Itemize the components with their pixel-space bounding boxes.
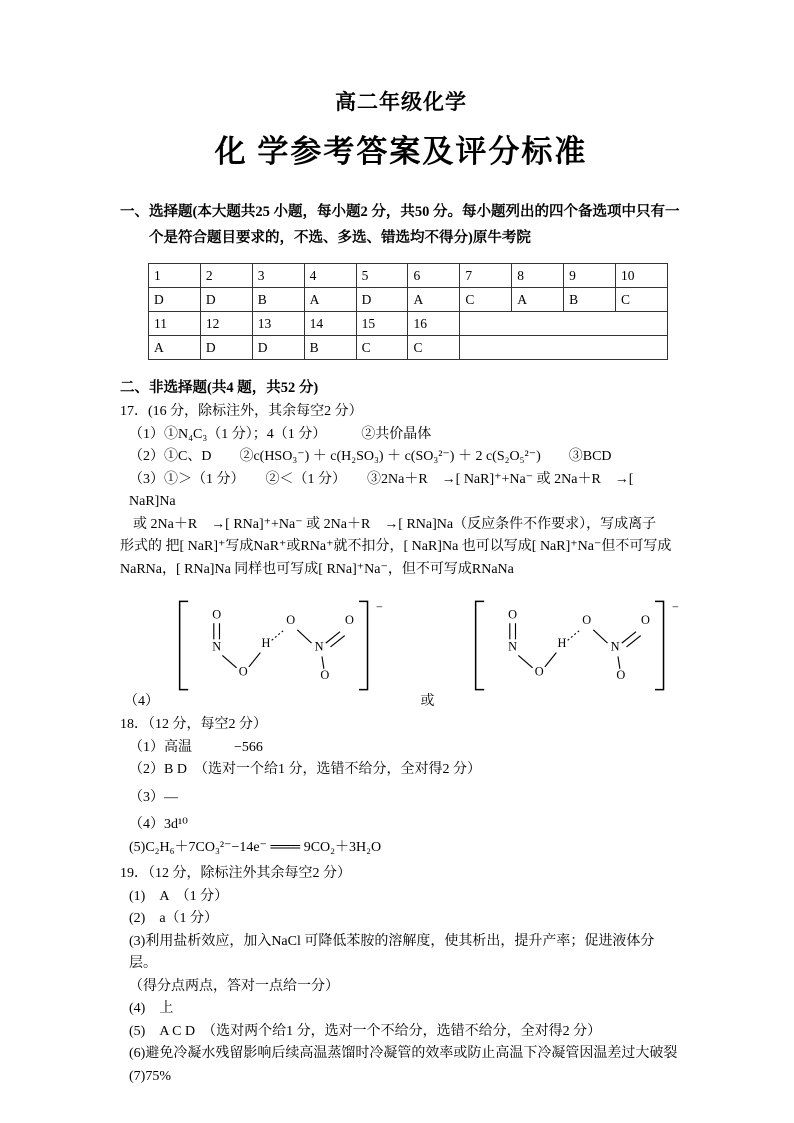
or-label: 或 (420, 694, 435, 710)
q17-line-0: 17．(16 分，除标注外，其余每空2 分） (120, 404, 363, 420)
answer-cell: D (356, 288, 408, 312)
atom-O: O (345, 613, 354, 628)
answer-cell: 6 (408, 264, 460, 288)
answer-cell: B (564, 288, 616, 312)
bond (518, 656, 532, 668)
q18-line-3: （3）— (129, 789, 178, 805)
q17-line-5: 形式的 把[ NaR]⁺写成NaR⁺或RNa⁺就不扣分，[ NaR]Na 也可以写成[ NaR]⁺Na⁻但不可写成 (120, 539, 672, 555)
right-bracket (359, 602, 368, 690)
answer-cell: 1 (149, 264, 201, 288)
q17-line-6: NaRNa，[ RNa]Na 同样也可写成[ RNa]⁺Na⁻，但不可写成RNaNa (120, 561, 514, 577)
atom-H: H (261, 636, 271, 651)
answer-cell: C (616, 288, 668, 312)
atom-H: H (557, 636, 566, 651)
hydrogen-bond (272, 631, 283, 640)
atom-O: O (507, 607, 517, 622)
atom-O: O (320, 668, 330, 683)
atom-O: O (534, 664, 544, 679)
left-bracket (475, 602, 484, 690)
bond (322, 657, 324, 669)
charge-label: − (671, 600, 679, 615)
bond (297, 630, 311, 643)
q19-line-1: (1) A （1 分） (129, 888, 229, 904)
q17-structures (124, 593, 682, 710)
answer-cell: 4 (304, 264, 356, 288)
answer-cell: A (512, 288, 564, 312)
answer-cell: 7 (460, 264, 512, 288)
bond (544, 653, 555, 667)
charge-label: − (376, 600, 384, 615)
answer-cell: 8 (512, 264, 564, 288)
chem-structure-1 (173, 593, 387, 698)
q18-line-4: （4）3d¹⁰ (129, 817, 188, 833)
atom-N: N (507, 639, 517, 654)
answer-cell: 15 (356, 312, 408, 336)
q19-line-8: (7)75% (129, 1068, 171, 1084)
q17-line-2: （2）①C、D ②c(HSO₃⁻) ＋ c(H₂SO₃) ＋ c(SO₃²⁻) ＋ 2 c(S₂O₅²⁻) ③BCD (129, 449, 612, 465)
answer-table (148, 263, 668, 360)
atom-O: O (640, 613, 650, 628)
atom-O: O (212, 607, 222, 622)
q19-line-3: (3)利用盐析效应，加入NaCl 可降低苯胺的溶解度，使其析出，提升产率；促进液体分层。 (129, 933, 655, 972)
q17-line-4: 或 2Na＋R →[ RNa]⁺+Na⁻ 或 2Na＋R →[ RNa]Na（反应条件不作要求），写成离子 (133, 516, 657, 532)
q19-line-5: (4) 上 (129, 1001, 174, 1017)
choice-section-heading: 一、选择题(本大题共25 小题，每小题2 分，共50 分。每小题列出的四个备选项中只有一个是符合题目要求的，不选、多选、错选均不得分)原牛考院 (120, 204, 680, 247)
answer-cell: A (408, 288, 460, 312)
answer-cell: C (408, 336, 460, 360)
question-18 (120, 714, 682, 859)
answer-cell: D (200, 288, 252, 312)
answer-cell: D (149, 288, 201, 312)
answer-cell: 9 (564, 264, 616, 288)
table-row (149, 288, 668, 312)
table-row (149, 312, 668, 336)
question-17 (120, 401, 682, 710)
q19-line-0: 19．（12 分，除标注外其余每空2 分） (120, 866, 351, 882)
bond (222, 656, 236, 668)
q19-line-2: (2) a（1 分） (129, 911, 219, 927)
right-bracket (654, 602, 663, 690)
table-row (149, 336, 668, 360)
atom-N: N (314, 639, 324, 654)
answer-cell: 10 (616, 264, 668, 288)
q19-line-4: （得分点两点，答对一点给一分） (129, 978, 339, 994)
answer-cell: 14 (304, 312, 356, 336)
answer-cell: D (252, 336, 304, 360)
answer-cell: A (304, 288, 356, 312)
atom-O: O (286, 613, 296, 628)
answer-cell: A (149, 336, 201, 360)
answer-cell-empty (460, 336, 668, 360)
q19-line-6: (5) A C D （选对两个给1 分，选对一个不给分，选错不给分，全对得2 分） (129, 1023, 602, 1039)
answer-cell: 16 (408, 312, 460, 336)
table-row (149, 264, 668, 288)
q18-line-5: (5)C₂H₆＋7CO₃²⁻−14e⁻ ═══ 9CO₂＋3H₂O (129, 839, 382, 855)
atom-N: N (610, 639, 620, 654)
nonchoice-section-heading: 二、非选择题(共4 题，共52 分) (120, 380, 319, 397)
answer-cell: D (200, 336, 252, 360)
page-title: 高二年级化学 (335, 90, 467, 114)
bond (249, 653, 260, 667)
answer-cell: B (304, 336, 356, 360)
atom-O: O (238, 664, 248, 679)
atom-O: O (615, 668, 625, 683)
hydrogen-bond (567, 631, 578, 640)
atom-N: N (212, 639, 222, 654)
left-bracket (180, 602, 189, 690)
answer-cell: 3 (252, 264, 304, 288)
answer-cell: 13 (252, 312, 304, 336)
atom-O: O (581, 613, 591, 628)
q17-line-1: （1）①N₄C₃（1 分）；4（1 分） ②共价晶体 (129, 426, 432, 442)
question-19 (120, 863, 682, 1088)
q18-line-1: （1）高温 −566 (129, 739, 263, 755)
q17-item4-label: （4） (124, 694, 159, 710)
q19-line-7: (6)避免冷凝水残留影响后续高温蒸馏时冷凝管的效率或防止高温下冷凝管因温差过大破裂 (129, 1046, 678, 1062)
answer-cell: C (356, 336, 408, 360)
q18-line-0: 18．（12 分，每空2 分） (120, 717, 267, 733)
q17-line-3: （3）①＞（1 分） ②＜（1 分） ③2Na＋R →[ NaR]⁺+Na⁻ 或 2Na＋R →[ NaR]Na (129, 471, 637, 510)
answer-cell-empty (460, 312, 668, 336)
answer-cell: B (252, 288, 304, 312)
answer-cell: C (460, 288, 512, 312)
answer-cell: 2 (200, 264, 252, 288)
chem-structure-2 (469, 593, 683, 698)
answer-cell: 11 (149, 312, 201, 336)
bond (617, 657, 619, 669)
bond (593, 630, 607, 643)
answer-cell: 5 (356, 264, 408, 288)
q18-line-2: （2）B D （选对一个给1 分，选错不给分，全对得2 分） (129, 762, 481, 778)
answer-cell: 12 (200, 312, 252, 336)
page-subtitle: 化 学参考答案及评分标准 (214, 134, 588, 169)
